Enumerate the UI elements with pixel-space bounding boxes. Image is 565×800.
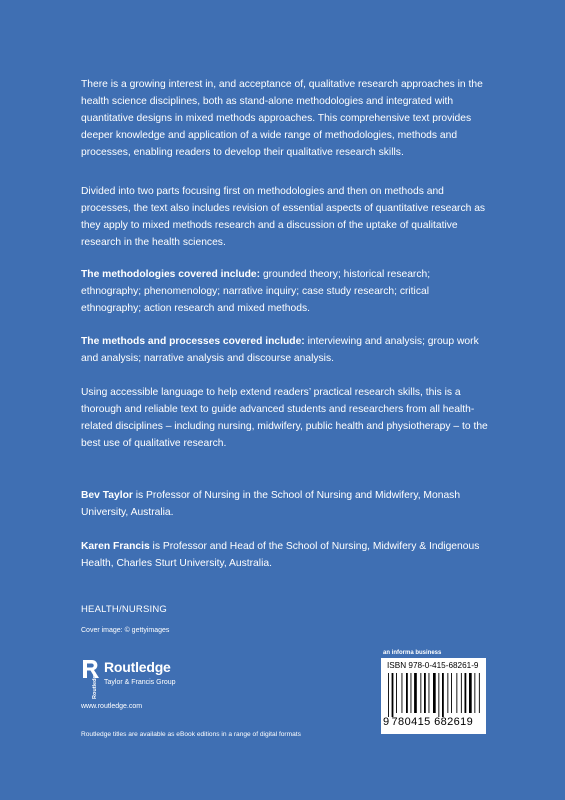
publisher-name: Routledge — [104, 659, 171, 675]
publisher-logo — [81, 659, 261, 703]
methods-heading: The methods and processes covered include: — [81, 336, 305, 347]
informa-label: an informa business — [383, 650, 442, 656]
barcode-stripe — [469, 673, 472, 713]
barcode-number: 780415 682619 — [391, 716, 474, 728]
barcode-stripe — [429, 673, 430, 713]
methodologies-paragraph — [81, 266, 491, 317]
barcode-stripe — [442, 673, 444, 717]
description-paragraph-1: There is a growing interest in, and acceptance of, qualitative research approaches in the health science disciplines, both as stand-alone methodologies and integrated with quantitative designs in mixed methods approaches. This comprehensive text provides deeper knowledge and application of a wide range of methodologies, methods and processes, enabling readers to develop their qualitative research skills. — [81, 79, 483, 158]
barcode-stripe — [392, 673, 394, 717]
subject-category: HEALTH/NURSING — [81, 604, 168, 615]
author-bio-text: is Professor and Head of the School of Nursing, Midwifery & Indigenous Health, Charles Sturt University, Australia. — [81, 541, 480, 569]
barcode-stripe — [411, 673, 412, 713]
methodologies-heading: The methodologies covered include: — [81, 269, 261, 280]
barcode-stripe — [456, 673, 457, 713]
description-paragraph-2: Divided into two parts focusing first on methodologies and then on methods and processes, the text also includes revision of essential aspects of quantitative research as they apply to mixed methods research and a discussion of the uptake of qualitative research in the health sciences. — [81, 186, 486, 248]
barcode-stripe — [406, 673, 408, 713]
barcode-stripe — [447, 673, 448, 713]
cover-image-credit: Cover image: © gettyimages — [81, 627, 170, 634]
author-name: Karen Francis — [81, 541, 150, 552]
methods-paragraph — [81, 333, 491, 367]
author-bio-1 — [81, 487, 491, 521]
barcode-stripe — [388, 673, 389, 717]
barcode-lead-digit: 9 — [383, 716, 390, 728]
barcode — [381, 658, 486, 734]
methodologies-list: grounded theory; historical research; ethnography; phenomenology; narrative inquiry; case study research; critical ethnography; action research and mixed methods. — [81, 269, 431, 314]
barcode-stripe — [451, 673, 452, 713]
isbn-text: ISBN 978-0-415-68261-9 — [387, 661, 479, 670]
barcode-stripe — [396, 673, 397, 713]
barcode-stripe — [479, 673, 480, 713]
barcode-stripe — [474, 673, 475, 713]
publisher-url: www.routledge.com — [81, 703, 143, 710]
logo-vertical-text: Routledge — [92, 672, 98, 699]
barcode-stripe — [414, 673, 417, 713]
barcode-stripe — [424, 673, 426, 713]
routledge-logo-icon — [81, 659, 101, 699]
barcode-stripe — [402, 673, 403, 713]
barcode-stripe — [438, 673, 439, 717]
barcode-stripe — [433, 673, 436, 713]
author-bio-text: is Professor of Nursing in the School of Nursing and Midwifery, Monash University, Australia. — [81, 490, 461, 518]
description-paragraph-5: Using accessible language to help extend readers’ practical research skills, this is a thorough and reliable text to guide advanced students and researchers from all health-related disciplines – including nursing, midwifery, public health and physiotherapy – to the best use of qualitative research. — [81, 387, 488, 449]
publisher-group: Taylor & Francis Group — [104, 679, 176, 686]
ebook-note: Routledge titles are available as eBook editions in a range of digital formats — [81, 731, 301, 738]
barcode-stripe — [465, 673, 467, 713]
author-bio-2 — [81, 538, 491, 572]
barcode-bars — [388, 673, 480, 717]
barcode-stripe — [461, 673, 462, 713]
author-name: Bev Taylor — [81, 490, 133, 501]
barcode-stripe — [420, 673, 421, 713]
methods-list: interviewing and analysis; group work and analysis; narrative analysis and discourse analysis. — [81, 336, 479, 364]
barcode-digits — [383, 716, 473, 728]
